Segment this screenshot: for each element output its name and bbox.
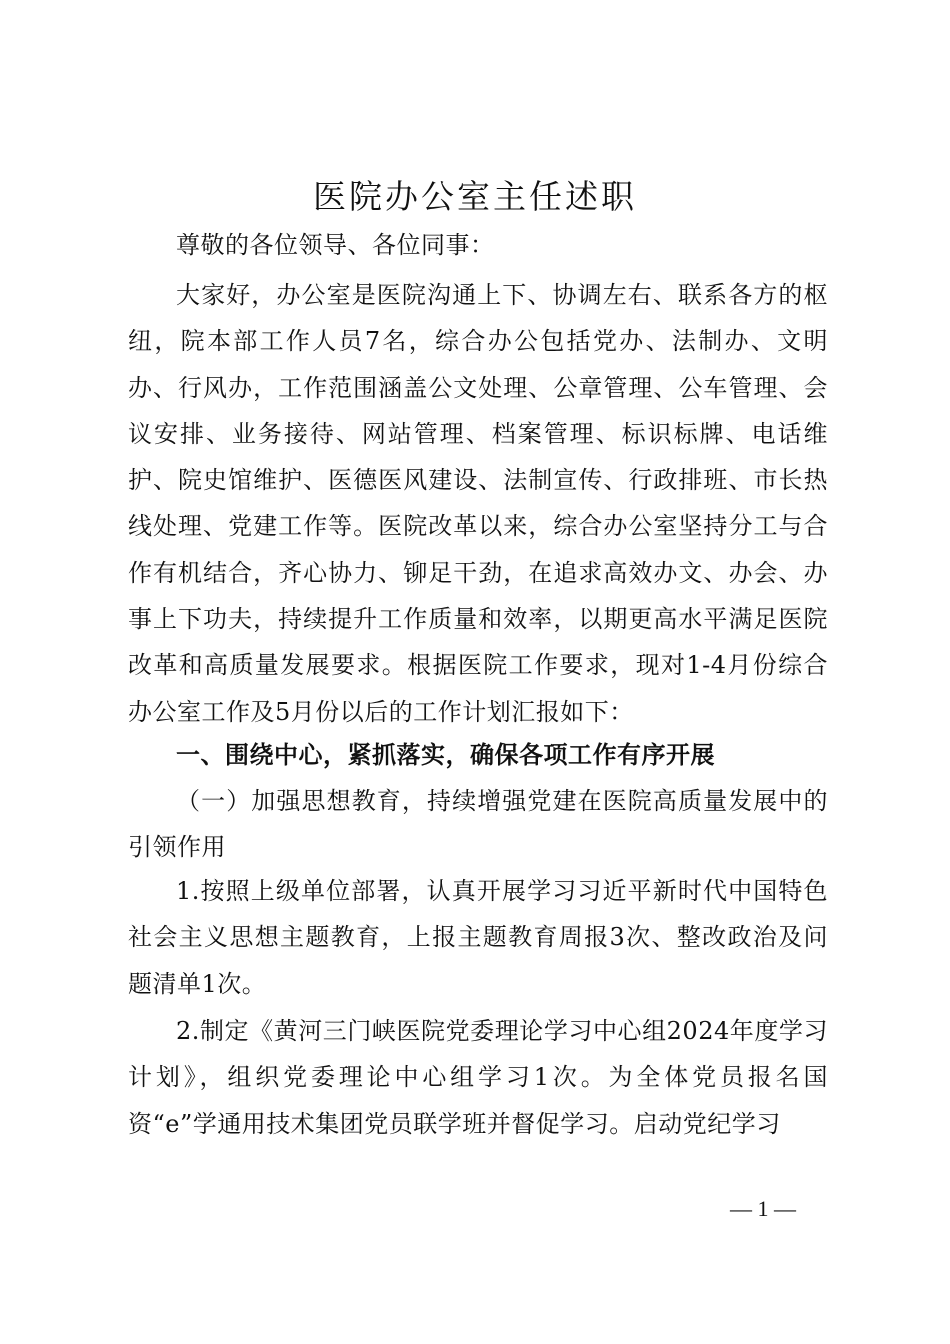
item-1-paragraph: 1.按照上级单位部署，认真开展学习习近平新时代中国特色社会主义思想主题教育，上报主题教育周报3次、整改政治及问题清单1次。 bbox=[128, 877, 828, 998]
item-2-paragraph: 2.制定《黄河三门峡医院党委理论学习中心组2024年度学习计划》，组织党委理论中心组学习1次。为全体党员报名国资“e”学通用技术集团党员联学班并督促学习。启动党纪学习 bbox=[128, 1017, 828, 1138]
item-2-block bbox=[128, 1008, 828, 1147]
intro-paragraph: 大家好，办公室是医院沟通上下、协调左右、联系各方的枢纽，院本部工作人员7名，综合办公包括党办、法制办、文明办、行风办，工作范围涵盖公文处理、公章管理、公车管理、会议安排、业务接待、网站管理、档案管理、标识标牌、电话维护、院史馆维护、医德医风建设、法制宣传、行政排班、市长热线处理、党建工作等。医院改革以来，综合办公室坚持分工与合作有机结合，齐心协力、铆足干劲，在追求高效办文、办会、办事上下功夫，持续提升工作质量和效率，以期更高水平满足医院改革和高质量发展要求。根据医院工作要求，现对1-4月份综合办公室工作及5月份以后的工作计划汇报如下： bbox=[128, 281, 828, 726]
section-heading: 一、围绕中心，紧抓落实，确保各项工作有序开展 bbox=[176, 741, 715, 769]
subsection-block bbox=[128, 778, 828, 871]
intro-block bbox=[128, 272, 828, 735]
salutation: 尊敬的各位领导、各位同事： bbox=[176, 231, 495, 259]
page-number: — 1 — bbox=[730, 1196, 796, 1221]
document-title: 医院办公室主任述职 bbox=[313, 177, 637, 216]
item-1-block bbox=[128, 868, 828, 1007]
subsection-heading: （一）加强思想教育，持续增强党建在医院高质量发展中的引领作用 bbox=[128, 787, 828, 862]
